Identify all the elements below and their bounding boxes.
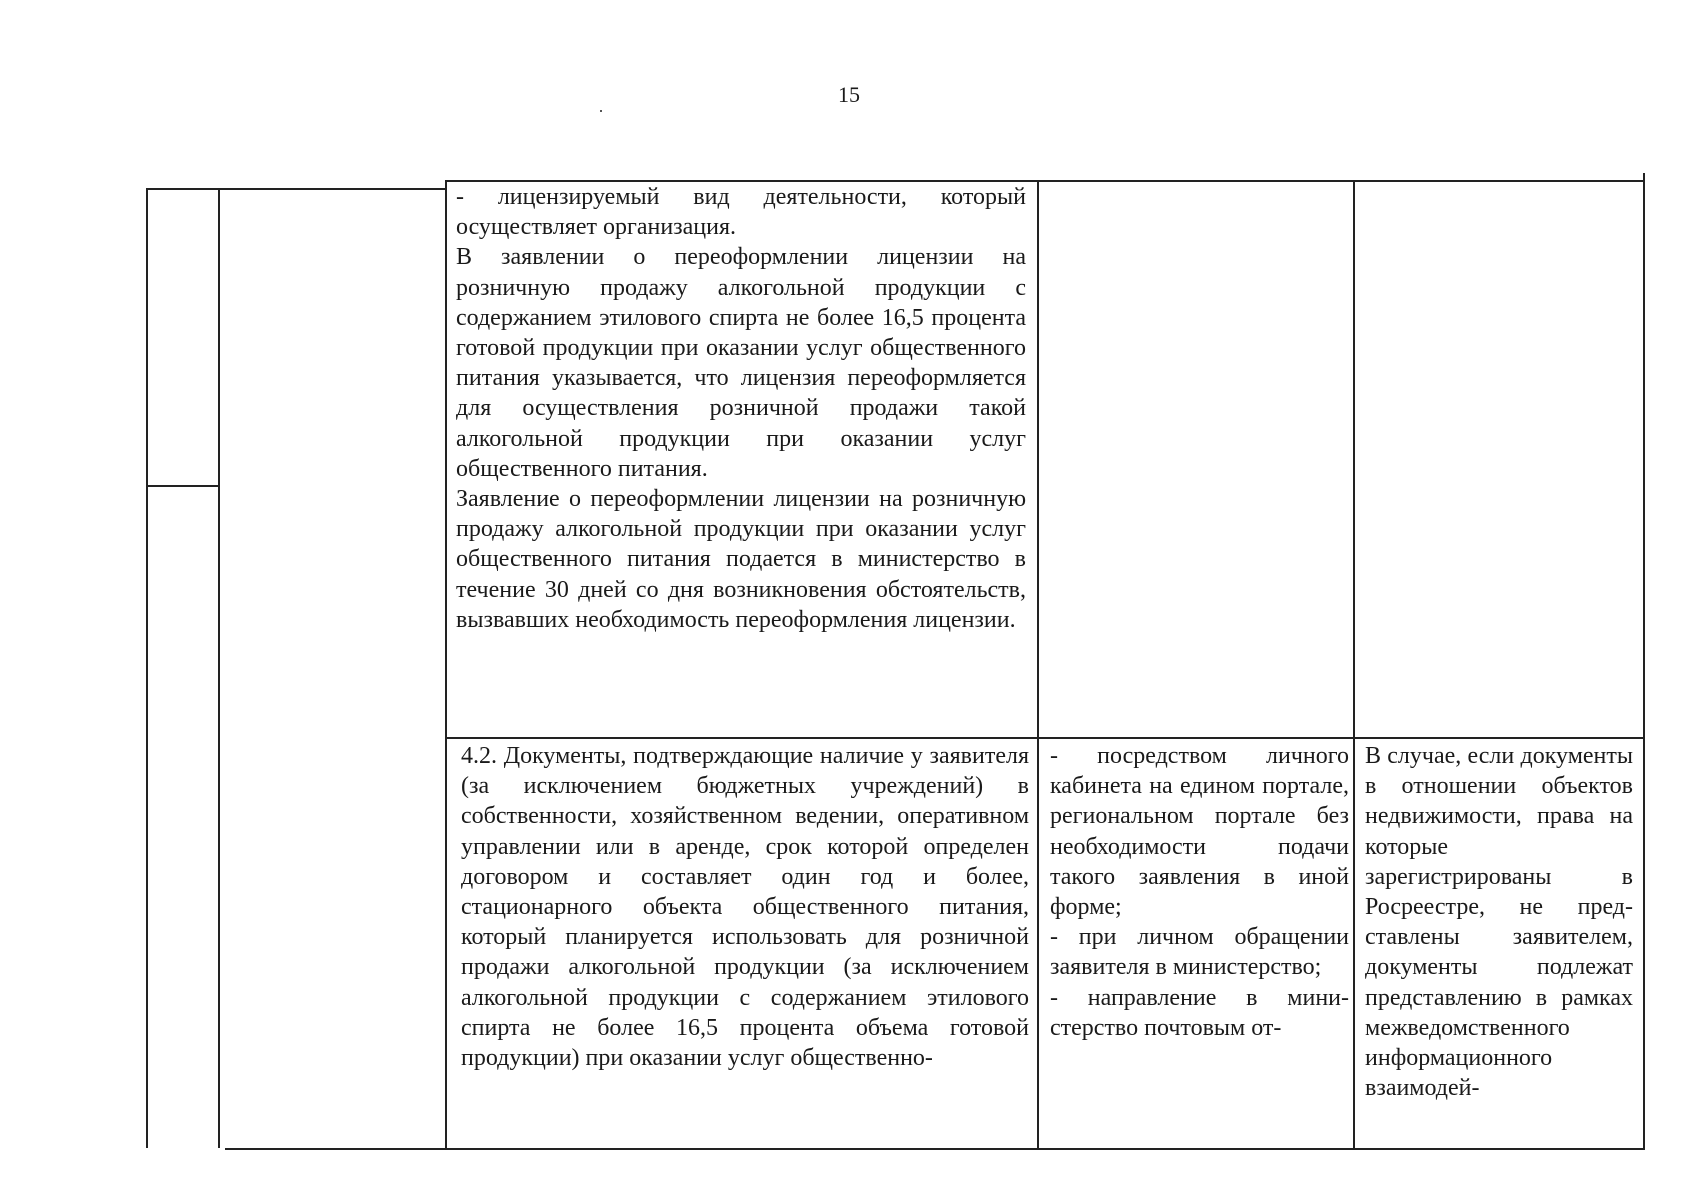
col5-left-border xyxy=(1353,180,1355,1148)
table-bottom-border xyxy=(225,1148,1645,1150)
col1-split-line xyxy=(146,485,218,487)
upper-row-col3-cell xyxy=(456,182,1026,635)
table-top-border xyxy=(146,188,445,190)
col1-left-border xyxy=(146,188,148,1148)
col4-left-border xyxy=(1037,180,1039,1148)
cell-paragraph: - посредством личного кабинета на едином портале, региональном портале без необходимости подачи такого заявления в иной форме; xyxy=(1050,743,1349,921)
cell-paragraph: В заявлении о переоформлении лицензии на розничную продажу алкогольной продукции с содержанием этилового спирта не более 16,5 процента готовой продукции при оказании услуг общественного питания указывается, что лицензия переоформляется для осуществления розничной продажи такой алкогольной продукции при оказании услуг общественного питания. xyxy=(456,244,1026,482)
lower-row-col5-cell xyxy=(1365,741,1633,1103)
col3-left-border xyxy=(445,182,447,1148)
col2-left-border xyxy=(218,188,220,1148)
scan-speck xyxy=(600,110,602,112)
row-divider xyxy=(445,737,1644,739)
cell-paragraph: - при личном обращении заявителя в министерство; xyxy=(1050,924,1349,981)
cell-paragraph: Заявление о переоформлении лицензии на розничную продажу алкогольной продукции при оказании услуг общественного питания подается в министерство в течение 30 дней со дня возникновения обстоятельств, вызвавших необходимость переоформления лицензии. xyxy=(456,486,1026,633)
lower-row-col4-cell xyxy=(1050,741,1349,1043)
cell-paragraph: 4.2. Документы, подтверждающие наличие у заявителя (за исключением бюджетных учреждений) в собственности, хозяйственном ведении, оперативном управлении или в аренде, срок которой определен договором и составляет один год и более, стационарного объекта общественного питания, который планируется использовать для розничной продажи алкогольной продукции (за исключением алкогольной продукции с содержанием этилового спирта не более 16,5 процента объема готовой продукции) при оказании услуг общественно- xyxy=(461,743,1029,1072)
cell-paragraph: - лицензируемый вид деятельности, который осуществляет организация. xyxy=(456,184,1026,241)
cell-paragraph: - направление в министерство почтовым от- xyxy=(1050,984,1349,1041)
page-number: 15 xyxy=(838,82,860,107)
lower-row-col3-cell xyxy=(461,741,1029,1073)
table-right-border xyxy=(1643,173,1645,1148)
cell-paragraph: В случае, если документы в отношении объектов недвижимости, права на которые зарегистрированы в Росреестре, не представлены заявителем, документы подлежат представлению в рамках межведомственного информационного взаимодей- xyxy=(1365,743,1633,1102)
